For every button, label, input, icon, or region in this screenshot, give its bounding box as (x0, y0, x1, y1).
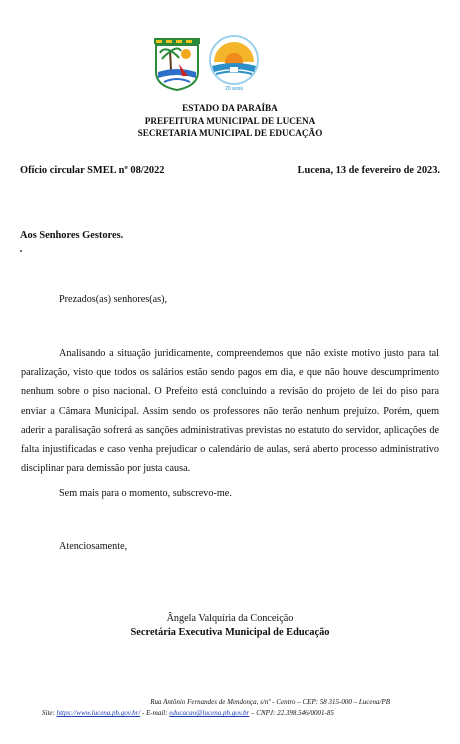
regards-line: Atenciosamente, (59, 541, 128, 552)
state-name: ESTADO DA PARAÍBA (182, 103, 278, 113)
document-number: Ofício circular SMEL nº 08/2022 (20, 165, 165, 176)
salutation: Prezados(as) senhores(as), (59, 294, 168, 305)
municipal-coat-of-arms-icon (152, 36, 202, 92)
letterhead-logos (0, 34, 460, 94)
municipality-name: PREFEITURA MUNICIPAL DE LUCENA (144, 115, 316, 126)
education-20-years-emblem-icon (204, 34, 264, 86)
secretariat-name: SECRETARIA MUNICIPAL DE EDUCAÇÃO (137, 128, 323, 138)
signer-name: Ângela Valquíria da Conceição (166, 613, 294, 624)
letterhead-header (0, 102, 460, 140)
footer-contacts (42, 708, 334, 719)
footer-address: Rua Antônio Fernandes de Mendonça, s/nº - Centro – CEP: 58 315-000 – Lucena/PB (150, 698, 390, 706)
email-link[interactable]: educacao@lucena.pb.gov.br (169, 709, 250, 717)
stray-mark (20, 250, 22, 252)
closing-line: Sem mais para o momento, subscrevo-me. (59, 488, 232, 499)
letter-body: Analisando a situação juridicamente, compreendemos que não existe motivo justo para tal paralização, visto que todos os salários estão sendo pagos em dia, e que não houve descumprimento nenhum sobre o piso nacional. O Prefeito está concluindo a revisão do projeto de lei do piso para enviar a Câmara Municipal. Assim sendo os professores não terão nenhum prejuízo. Porém, quem aderir a paralisação sofrerá as sanções administrativas previstas no estatuto do servidor, aplicações de falta injustificadas e caso venha prejudicar o calendário de aulas, será aberto processo administrativo disciplinar para demissão por justa causa. (21, 348, 439, 475)
place-date: Lucena, 13 de fevereiro de 2023. (297, 165, 440, 176)
addressee: Aos Senhores Gestores. (20, 230, 124, 241)
emblem-caption: 20 anos (225, 86, 243, 92)
cnpj: – CNPJ: 22.398.546/0001-85 (251, 709, 334, 717)
email-label: - E-mail: (142, 709, 168, 717)
site-label: Site: (42, 709, 55, 717)
website-link[interactable]: https://www.lucena.pb.gov.br/ (56, 709, 141, 717)
signer-role: Secretária Executiva Municipal de Educação (130, 627, 330, 638)
